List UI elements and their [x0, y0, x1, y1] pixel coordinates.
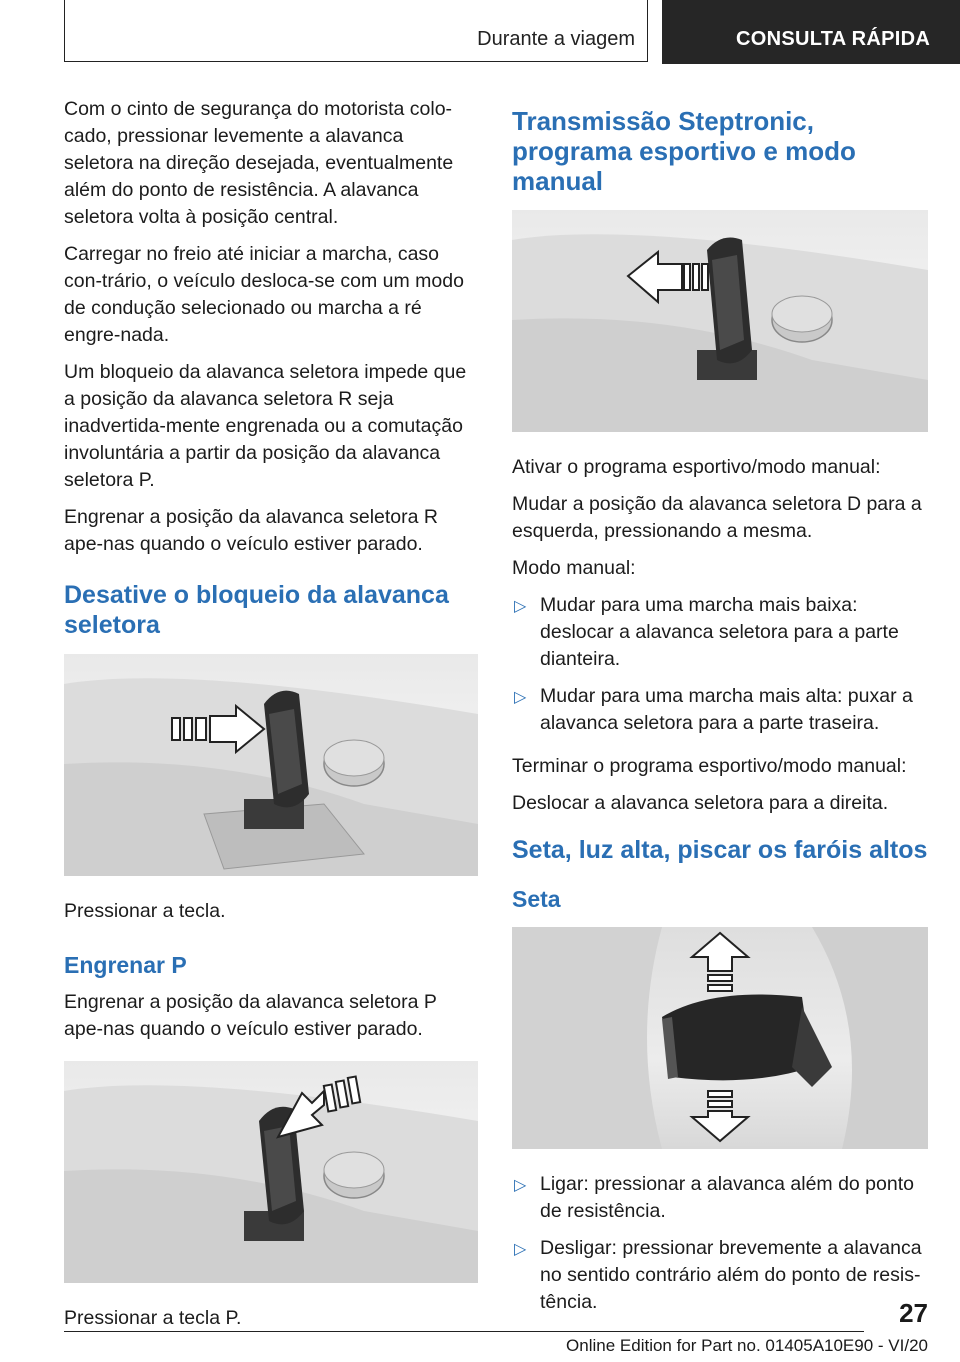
illustration-park-button	[64, 1061, 478, 1283]
list-item: ▷ Ligar: pressionar a alavanca além do ponto de resistência.	[514, 1173, 914, 1222]
chapter-tab	[662, 0, 960, 64]
left-column	[64, 96, 478, 1342]
illustration-turn-signal-stalk	[512, 927, 928, 1149]
paragraph-manual-mode: Modo manual:	[512, 557, 636, 579]
page-number: 27	[899, 1298, 928, 1328]
paragraph-activate-sport: Ativar o programa esportivo/modo manual:	[512, 456, 881, 478]
heading-steptronic: Transmissão Steptronic, programa esportivo e modo manual	[512, 106, 856, 196]
paragraph-park: Engrenar a posição da alavanca seletora P ape-nas quando o veículo estiver parado.	[64, 991, 437, 1040]
caption-unlock: Pressionar a tecla.	[64, 900, 226, 922]
paragraph-brake: Carregar no freio até iniciar a marcha, caso con-trário, o veículo desloca-se com um modo de condução selecionado ou marcha a ré engre-nada.	[64, 243, 464, 346]
triangle-bullet-icon: ▷	[514, 1177, 527, 1194]
paragraph-seatbelt: Com o cinto de segurança do motorista colo-cado, pressionar levemente a alavanca seletora na direção desejada, eventualmente além do ponto de resistência. A alavanca seletora volta à posição central.	[64, 98, 454, 228]
list-item: ▷ Mudar para uma marcha mais alta: puxar a alavanca seletora para a parte traseira.	[514, 685, 913, 734]
triangle-bullet-icon: ▷	[514, 598, 527, 615]
triangle-bullet-icon: ▷	[514, 689, 527, 706]
heading-turn-signal: Seta	[512, 886, 561, 912]
illustration-unlock-button	[64, 654, 478, 876]
section-tab-label: Durante a viagem	[477, 28, 635, 50]
list-item: ▷ Desligar: pressionar brevemente a alavanca no sentido contrário além do ponto de resis-tência.	[514, 1237, 922, 1313]
caption-park: Pressionar a tecla P.	[64, 1307, 242, 1329]
heading-unlock-selector: Desative o bloqueio da alavanca seletora	[64, 581, 449, 639]
paragraph-end-sport: Terminar o programa esportivo/modo manual:	[512, 755, 907, 777]
footer-edition: Online Edition for Part no. 01405A10E90 - VI/20	[566, 1336, 928, 1355]
paragraph-reverse: Engrenar a posição da alavanca seletora R ape-nas quando o veículo estiver parado.	[64, 506, 438, 555]
list-turn-signal	[512, 1171, 928, 1316]
right-column	[512, 96, 928, 1326]
triangle-bullet-icon: ▷	[514, 1241, 527, 1258]
paragraph-lock: Um bloqueio da alavanca seletora impede que a posição da alavanca seletora R seja inadvertida-mente engrenada ou a comutação involuntária a partir da posição da alavanca seletora P.	[64, 361, 467, 491]
paragraph-move-right: Deslocar a alavanca seletora para a direita.	[512, 792, 889, 814]
heading-lights: Seta, luz alta, piscar os faróis altos	[512, 836, 928, 864]
page-header	[0, 0, 960, 66]
footer-divider	[64, 1331, 864, 1332]
illustration-steptronic-lever	[512, 210, 928, 432]
list-manual-mode	[512, 592, 928, 737]
section-tab	[64, 0, 648, 62]
list-item: ▷ Mudar para uma marcha mais baixa: deslocar a alavanca seletora para a parte dianteira.	[514, 594, 899, 670]
chapter-tab-label: CONSULTA RÁPIDA	[736, 28, 931, 50]
paragraph-move-left: Mudar a posição da alavanca seletora D para a esquerda, pressionando a mesma.	[512, 493, 922, 542]
heading-engage-park: Engrenar P	[64, 952, 187, 978]
